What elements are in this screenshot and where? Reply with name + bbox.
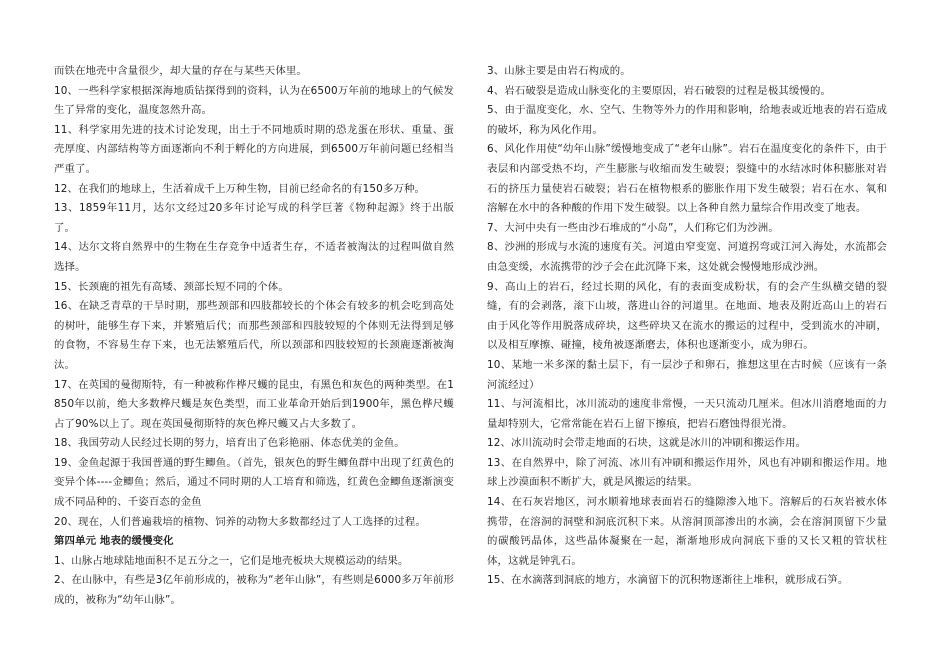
unit-heading: 第四单元 地表的缓慢变化 [54, 535, 174, 548]
left-paragraph: 12、在我们的地球上，生活着成千上万种生物，目前已经命名的有150多万种。 [54, 182, 426, 195]
right-paragraph: 13、在自然界中，除了河流、冰川有冲刷和搬运作用外，风也有冲刷和搬运作用。地球上沙漠面积不断扩大，就是风搬运的结果。 [487, 456, 887, 489]
left-paragraph: 14、达尔文将自然界中的生物在生存竞争中适者生存，不适者被淘汰的过程叫做自然选择。 [54, 241, 454, 273]
left-paragraph: 20、现在，人们普遍栽培的植物、饲养的动物大多数都经过了人工选择的过程。 [54, 515, 426, 528]
left-paragraph: 13、1859年11月，达尔文经过20多年讨论写成的科学巨著《物种起源》终于出版了。 [54, 202, 454, 234]
right-paragraph: 7、大河中央有一些由沙石堆成的“小岛”，人们称它们为沙洲。 [487, 221, 779, 234]
right-paragraph: 12、冰川流动时会带走地面的石块，这就是冰川的冲刷和搬运作用。 [487, 437, 807, 450]
left-paragraph: 10、一些科学家根据深海地质钻探得到的资料，认为在6500万年前的地球上的气候发生了异常的变化，温度忽然升高。 [54, 84, 454, 117]
left-paragraph: 16、在缺乏青草的干旱时期，那些颈部和四肢都较长的个体会有较多的机会吃到高处的树叶，能够生存下来，并繁殖后代；而那些颈部和四肢较短的个体则无法得到足够的食物，不容易生存下来，也无法繁殖后代，所以颈部和四肢较短的长颈鹿逐渐被淘汰。 [54, 300, 454, 371]
left-paragraph: 17、在英国的曼彻斯特，有一种被称作桦尺蠖的昆虫，有黑色和灰色的两种类型。在1850年以前，绝大多数桦尺蠖是灰色类型，而工业革命开始后到1900年，黑色桦尺蠖占了90%以上了。现在英国曼彻斯特的灰色桦尺蠖又占大多数了。 [54, 378, 454, 430]
right-paragraph: 10、某地一米多深的黏土层下，有一层沙子和卵石，推想这里在古时候（应该有一条河流经过） [487, 358, 887, 391]
left-column [54, 62, 454, 611]
left-paragraph: 1、山脉占地球陆地面积不足五分之一，它们是地壳板块大规模运动的结果。 [54, 554, 409, 567]
left-paragraph: 而铁在地壳中含量很少，却大量的存在与某些天体里。 [54, 65, 307, 77]
left-paragraph: 19、金鱼起源于我国普通的野生鲫鱼。（首先，银灰色的野生鲫鱼群中出现了红黄色的变异个体----金鲫鱼；然后，通过不同时期的人工培育和筛选，红黄色金鲫鱼逐渐演变成不同品种的、千姿百态的金鱼 [54, 456, 454, 509]
right-paragraph: 5、由于温度变化，水、空气、生物等外力的作用和影响，给地表或近地表的岩石造成的破坏，称为风化作用。 [487, 104, 887, 136]
right-paragraph: 15、在水滴落到洞底的地方，水滴留下的沉积物逐渐往上堆积，就形成石笋。 [487, 574, 849, 587]
right-paragraph: 3、山脉主要是由岩石构成的。 [487, 65, 631, 77]
left-paragraph: 18、我国劳动人民经过长期的努力，培育出了色彩艳丽、体态优美的金鱼。 [54, 437, 405, 450]
right-paragraph: 4、岩石破裂是造成山脉变化的主要原因，岩石破裂的过程是极其缓慢的。 [487, 84, 832, 97]
right-paragraph: 9、高山上的岩石，经过长期的风化，有的表面变成粉状，有的会产生纵横交错的裂缝，有的会剥落，滚下山坡，落进山谷的河道里。在地面、地表及附近高山上的岩石由于风化等作用脱落成碎块，这些碎块又在流水的搬运的过程中，受到流水的冲刷，以及相互摩擦、碰撞，棱角被逐渐磨去，体积也逐渐变小，成为卵石。 [487, 280, 887, 352]
left-paragraph: 15、长颈鹿的祖先有高矮、颈部长短不同的个体。 [54, 280, 289, 293]
left-paragraph: 2、在山脉中，有些是3亿年前形成的，被称为“老年山脉”，有些则是6000多万年前形成的，被称为“幼年山脉”。 [54, 574, 454, 607]
right-column [487, 62, 887, 591]
right-paragraph: 11、与河流相比，冰川流动的速度非常慢，一天只流动几厘米。但冰川消磨地面的力量却特别大，它常常能在岩石上留下擦痕，把岩石磨蚀得很光滑。 [487, 398, 887, 430]
right-paragraph: 14、在石灰岩地区，河水顺着地球表面岩石的缝隙渗入地下。溶解后的石灰岩被水体携带，在溶洞的洞壁和洞底沉积下来。从溶洞顶部渗出的水滴，会在溶洞顶留下少量的碳酸钙晶体，这些晶体凝聚在一起，渐渐地形成向洞底下垂的又长又粗的管状柱体，这就是钟乳石。 [487, 496, 887, 567]
left-paragraph: 11、科学家用先进的技术讨论发现，出土于不同地质时期的恐龙蛋在形状、重量、蛋壳厚度、内部结构等方面逐渐向不利于孵化的方向进展，到6500万年前问题已经相当严重了。 [54, 123, 454, 175]
right-paragraph: 8、沙洲的形成与水流的速度有关。河道由窄变宽、河道拐弯或江河入海处，水流都会由急变缓，水流携带的沙子会在此沉降下来，这处就会慢慢地形成沙洲。 [487, 241, 887, 273]
right-paragraph: 6、风化作用使“幼年山脉”缓慢地变成了“老年山脉”。岩石在温度变化的条件下，由于表层和内部受热不均，产生膨胀与收缩而发生破裂；裂缝中的水结冰时体积膨胀对岩石的挤压力量使岩石破裂；岩石在植物根系的膨胀作用下发生破裂；岩石在水、氧和溶解在水中的各种酸的作用下发生破裂。以上各种自然力量综合作用改变了地表。 [487, 143, 887, 215]
